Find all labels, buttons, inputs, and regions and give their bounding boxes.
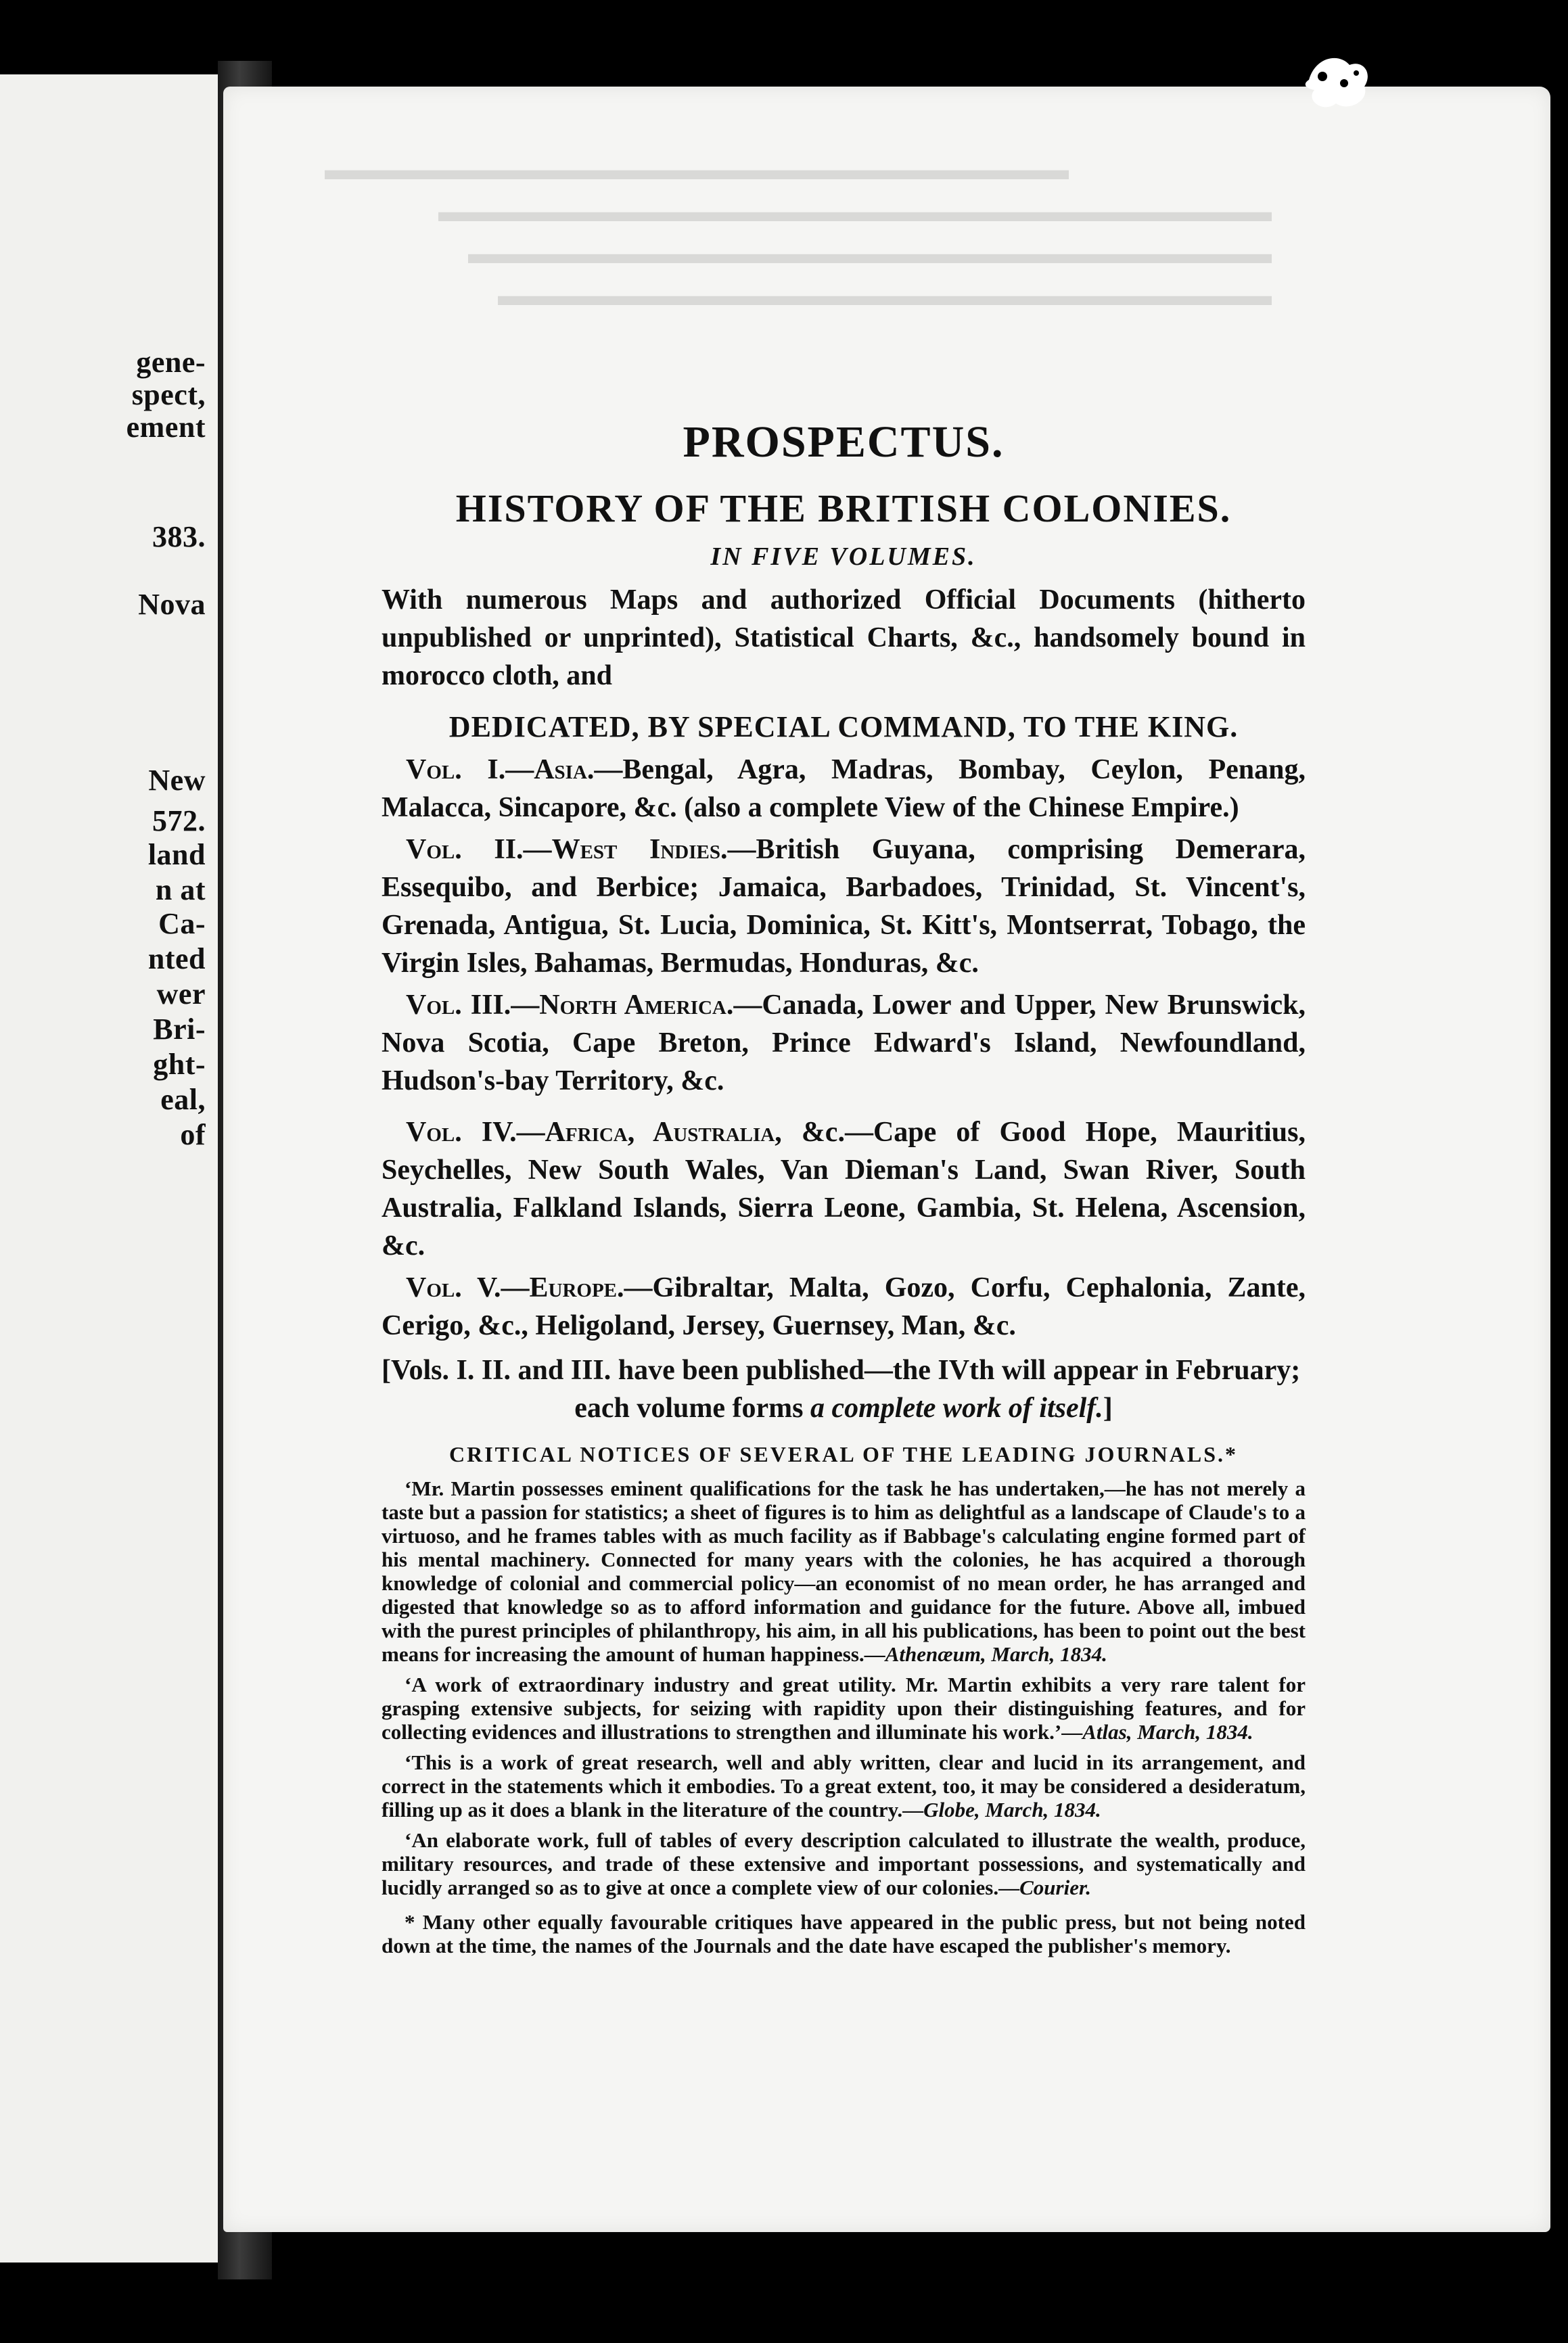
notice-text: ‘A work of extraordinary industry and great utility. Mr. Martin exhibits a very rare talent for grasping extensive subjects, for seizing with rapidity upon their distinguishing features, and for collecting evidences and illustrations to strengthen and illuminate his work.’— [382, 1673, 1306, 1744]
left-page [0, 74, 218, 2263]
volumes-line: IN FIVE VOLUMES. [710, 542, 977, 571]
volume-entry [382, 986, 1306, 1100]
volume-text: &c.—Cape of Good Hope, Mauritius, Seychelles, New South Wales, Van Dieman's Land, Swan River, South Australia, Falkland Islands, Sierra Leone, Gambia, St. Helena, Ascension, &c. [382, 1117, 1306, 1261]
notice-source: Atlas, March, 1834. [1082, 1720, 1253, 1744]
volume-region: North America. [539, 990, 734, 1021]
volume-text: —Canada, Lower and Upper, New Brunswick, Nova Scotia, Cape Breton, Prince Edward's Island, Newfoundland, Hudson's-bay Territory, &c. [382, 990, 1306, 1096]
volume-region: Asia. [534, 754, 595, 785]
critical-notice [382, 1828, 1306, 1899]
volume-text: —Bengal, Agra, Madras, Bombay, Ceylon, Penang, Malacca, Sincapore, &c. (also a complete View of the Chinese Empire.) [382, 754, 1306, 823]
left-fragment: ement [126, 411, 206, 444]
publication-note-prefix: each volume forms [574, 1393, 810, 1424]
volume-region: West Indies. [551, 834, 728, 865]
left-fragment: ght- [153, 1048, 206, 1081]
footnote: * Many other equally favourable critiques have appeared in the public press, but not being noted down at the time, the names of the Journals and the date have escaped the publisher's memory. [382, 1910, 1306, 1957]
volume-entry [382, 1269, 1306, 1345]
left-fragment: Bri- [153, 1013, 206, 1046]
bleed-through-text: ▬▬▬▬▬▬▬▬▬▬▬▬▬▬▬▬▬▬▬▬▬▬▬▬▬ ▬▬▬▬▬▬▬▬▬▬▬▬▬▬▬▬▬▬▬▬▬▬▬▬▬▬▬▬ ▬▬▬▬▬▬▬▬▬▬▬▬▬▬▬▬▬▬▬▬▬▬▬▬▬▬▬ ▬▬▬▬▬▬▬▬▬▬▬▬▬▬▬▬▬▬▬▬▬▬▬▬▬▬ [325, 153, 1272, 312]
notice-text: ‘An elaborate work, full of tables of every description calculated to illustrate the wealth, produce, military resources, and trade of these extensive and important possessions, and systematically and lucidly arranged so as to give at once a complete view of our colonies.— [382, 1828, 1306, 1899]
page-subtitle: HISTORY OF THE BRITISH COLONIES. [455, 486, 1232, 530]
volume-label: Vol. IV.— [406, 1117, 545, 1148]
volume-text: —Gibraltar, Malta, Gozo, Corfu, Cephalonia, Zante, Cerigo, &c., Heligoland, Jersey, Guernsey, Man, &c. [382, 1272, 1306, 1341]
left-fragment: wer [156, 977, 206, 1011]
left-fragment: Nova [138, 588, 206, 621]
volume-label: Vol. V.— [406, 1272, 530, 1303]
left-fragment: n at [155, 873, 206, 906]
left-fragment: New [148, 764, 206, 797]
left-fragment: 572. [152, 804, 206, 837]
volume-entry [382, 1113, 1306, 1265]
notice-text: ‘This is a work of great research, well and ably written, clear and lucid in its arrangement, and correct in the statements which it embodies. To a great extent, too, it may be considered a desideratum, filling up as it does a blank in the literature of the country.— [382, 1750, 1306, 1822]
left-fragment: 383. [152, 520, 206, 553]
volume-text: —British Guyana, comprising Demerara, Essequibo, and Berbice; Jamaica, Barbadoes, Trinidad, St. Vincent's, Grenada, Antigua, St. Lucia, Dominica, St. Kitt's, Montserrat, Tobago, the Virgin Isles, Bahamas, Bermudas, Honduras, &c. [382, 834, 1306, 979]
prospectus-content [382, 417, 1306, 1957]
publication-note [382, 1351, 1306, 1427]
publication-note-suffix: ] [1103, 1393, 1113, 1424]
left-fragment: land [147, 838, 206, 871]
volume-label: Vol. II.— [406, 834, 552, 865]
volume-entry [382, 831, 1306, 982]
notice-source: Courier. [1019, 1876, 1092, 1899]
left-fragment: nted [147, 942, 206, 975]
publication-note-line2 [382, 1389, 1306, 1427]
volume-label: Vol. III.— [406, 990, 540, 1021]
volume-entry [382, 751, 1306, 827]
maps-paragraph: With numerous Maps and authorized Official Documents (hitherto unpublished or unprinted), Statistical Charts, &c., handsomely bound in morocco cloth, and [382, 584, 1306, 691]
left-fragment: gene- [136, 346, 206, 379]
notice-text: ‘Mr. Martin possesses eminent qualifications for the task he has undertaken,—he has not merely a taste but a passion for statistics; a sheet of figures is to him as delightful as a landscape of Claude's to a virtuoso, and he frames tables with as much facility as if Babbage's calculating engine formed part of his mental machinery. Connected for many years with the colonies, he has acquired a thorough knowledge of colonial and commercial policy—an economist of no mean order, he has arranged and digested that knowledge so as to afford information and guidance for the future. Above all, imbued with the purest principles of philanthropy, his aim, in all his publications, has been to point out the best means for increasing the amount of human happiness.— [382, 1477, 1306, 1666]
publication-note-line1: [Vols. I. II. and III. have been published—the IVth will appear in February; [382, 1355, 1301, 1386]
volume-label: Vol. I.— [406, 754, 534, 785]
dedication-line: DEDICATED, BY SPECIAL COMMAND, TO THE KING. [448, 710, 1239, 743]
left-fragment: Ca- [158, 907, 206, 940]
volume-region: Europe. [529, 1272, 624, 1303]
left-fragment: spect, [131, 378, 206, 411]
notice-source: Globe, March, 1834. [923, 1798, 1101, 1822]
critical-notice [382, 1750, 1306, 1822]
left-fragment: of [180, 1118, 206, 1151]
critical-notice [382, 1673, 1306, 1744]
critical-notices-heading: CRITICAL NOTICES OF SEVERAL OF THE LEADING JOURNALS.* [448, 1442, 1239, 1466]
page-title: PROSPECTUS. [683, 417, 1005, 467]
volume-region: Africa, Australia, [545, 1117, 782, 1148]
critical-notice [382, 1477, 1306, 1666]
publication-note-italic: a complete work of itself. [810, 1393, 1103, 1424]
ink-blot-mark [1302, 53, 1377, 114]
left-fragment: eal, [160, 1083, 206, 1116]
notice-source: Athenæum, March, 1834. [885, 1642, 1107, 1666]
